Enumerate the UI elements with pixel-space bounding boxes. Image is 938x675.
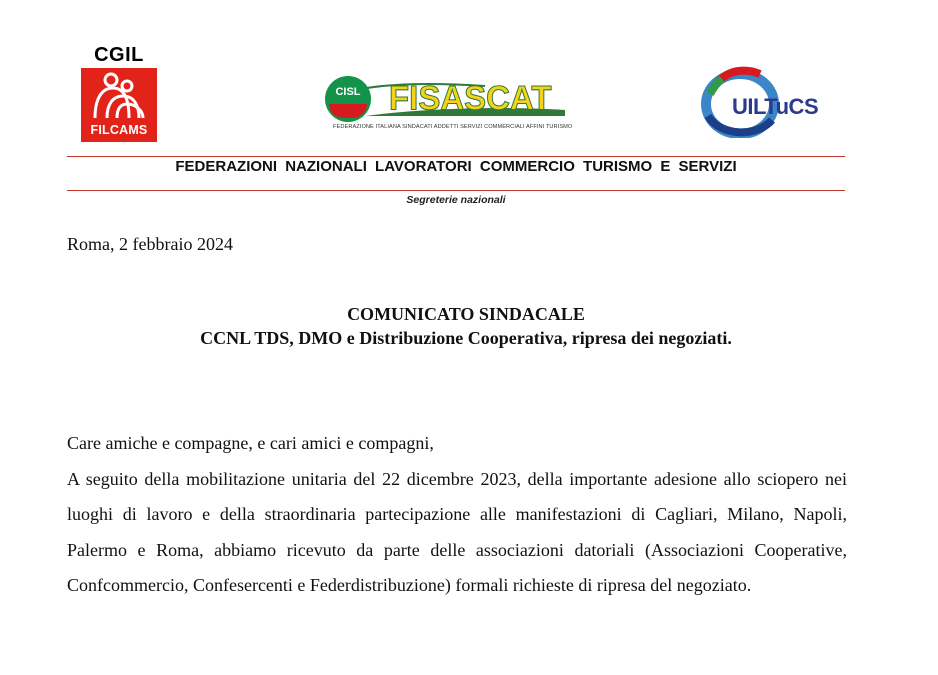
uiltucs-logo bbox=[700, 66, 830, 138]
fisascat-subtitle: FEDERAZIONE ITALIANA SINDACATI ADDETTI SERVIZI COMMERCIALI AFFINI TURISMO bbox=[333, 124, 573, 130]
header-rule-bottom bbox=[67, 190, 845, 191]
cisl-fisascat-logo bbox=[325, 74, 573, 136]
cisl-logo-text: CISL bbox=[335, 86, 361, 98]
letter-title: COMUNICATO SINDACALE bbox=[347, 304, 585, 324]
uiltucs-logo-text: UILTuCS bbox=[732, 94, 819, 119]
cgil-filcams-logo bbox=[80, 44, 158, 142]
cgil-logo-text: CGIL bbox=[94, 44, 144, 66]
cgil-people-icon bbox=[87, 70, 151, 122]
letter-body-paragraph: A seguito della mobilitazione unitaria del 22 dicembre 2023, della importante adesione allo sciopero nei luoghi di lavoro e della straordinaria partecipazione alle manifestazioni di Cagliari, Milano, Napoli, Palermo e Roma, abbiamo ricevuto da parte delle associazioni datoriali (Associazioni Cooperative, Confcommercio, Confesercenti e Federdistribuzione) formali richieste di ripresa del negoziato. bbox=[67, 469, 847, 595]
fisascat-logo-text: FISASCAT bbox=[389, 78, 552, 117]
letter-date: Roma, 2 febbraio 2024 bbox=[67, 234, 233, 254]
filcams-logo-text: FILCAMS bbox=[90, 123, 148, 137]
header-rule-top bbox=[67, 156, 845, 157]
letter-subtitle: CCNL TDS, DMO e Distribuzione Cooperativa, ripresa dei negoziati. bbox=[200, 328, 732, 348]
cgil-logo-red-box bbox=[81, 68, 157, 142]
federation-heading: FEDERAZIONI NAZIONALI LAVORATORI COMMERCIO TURISMO E SERVIZI bbox=[175, 158, 737, 175]
letter-greeting: Care amiche e compagne, e cari amici e compagni, bbox=[67, 433, 434, 453]
segreterie-subheading: Segreterie nazionali bbox=[406, 194, 506, 206]
